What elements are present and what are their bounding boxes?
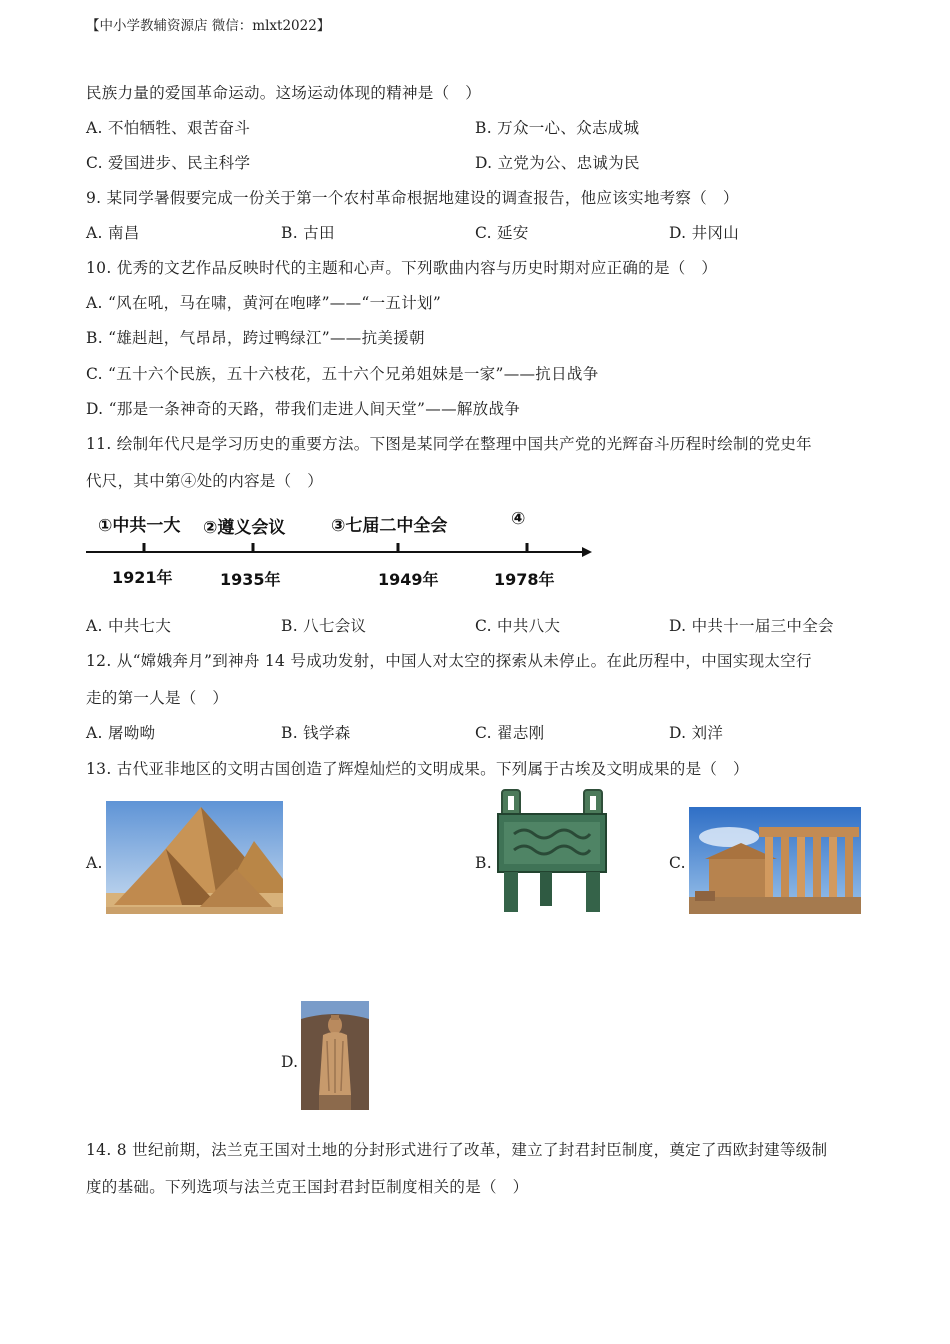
q12-option-b[interactable]: B. 钱学森: [281, 724, 351, 742]
q12-stem-line2: 走的第一人是（ ）: [86, 689, 229, 707]
q8-option-a[interactable]: A. 不怕牺牲、艰苦奋斗: [86, 119, 251, 137]
q12-stem-line1: 12. 从“嫦娥奔月”到神舟 14 号成功发射，中国人对太空的探索从未停止。在此历程中，中国实现太空行: [86, 652, 812, 670]
buddha-statue-image[interactable]: [301, 1001, 369, 1110]
q11-option-b[interactable]: B. 八七会议: [281, 617, 367, 635]
q9-option-c[interactable]: C. 延安: [475, 224, 529, 242]
q8-option-b[interactable]: B. 万众一心、众志成城: [475, 119, 640, 137]
q13-option-b-label[interactable]: B.: [475, 854, 492, 872]
q12-option-d[interactable]: D. 刘洋: [669, 724, 724, 742]
timeline-diagram: [86, 505, 596, 595]
timeline-label-4: ④: [511, 509, 526, 529]
timeline-label-1: ①中共一大: [98, 516, 181, 536]
pyramids-image[interactable]: [106, 801, 283, 914]
q9-option-a[interactable]: A. 南昌: [86, 224, 140, 242]
bronze-ding-image[interactable]: [494, 788, 610, 915]
q10-option-d[interactable]: D. “那是一条神奇的天路，带我们走进人间天堂”——解放战争: [86, 400, 521, 418]
timeline-year-3: 1949年: [378, 570, 439, 589]
q12-option-a[interactable]: A. 屠呦呦: [86, 724, 156, 742]
q10-option-b[interactable]: B. “雄赳赳，气昂昂，跨过鸭绿江”——抗美援朝: [86, 329, 425, 347]
page-header: 【中小学教辅资源店 微信：mlxt2022】: [86, 18, 331, 34]
q9-option-d[interactable]: D. 井冈山: [669, 224, 740, 242]
q12-option-c[interactable]: C. 翟志刚: [475, 724, 545, 742]
q11-option-d[interactable]: D. 中共十一届三中全会: [669, 617, 834, 635]
q11-option-c[interactable]: C. 中共八大: [475, 617, 561, 635]
q10-stem: 10. 优秀的文艺作品反映时代的主题和心声。下列歌曲内容与历史时期对应正确的是（ ）: [86, 259, 718, 277]
timeline-year-4: 1978年: [494, 570, 555, 589]
q11-option-a[interactable]: A. 中共七大: [86, 617, 172, 635]
q10-option-c[interactable]: C. “五十六个民族，五十六枝花，五十六个兄弟姐妹是一家”——抗日战争: [86, 365, 599, 383]
timeline-label-2: ②遵义会议: [203, 518, 286, 538]
q8-option-c[interactable]: C. 爱国进步、民主科学: [86, 154, 251, 172]
timeline-year-2: 1935年: [220, 570, 281, 589]
q14-stem-line2: 度的基础。下列选项与法兰克王国封君封臣制度相关的是（ ）: [86, 1178, 529, 1196]
q9-option-b[interactable]: B. 古田: [281, 224, 335, 242]
timeline-year-1: 1921年: [112, 568, 173, 587]
q13-stem: 13. 古代亚非地区的文明古国创造了辉煌灿烂的文明成果。下列属于古埃及文明成果的是（ ）: [86, 760, 749, 778]
q13-option-c-label[interactable]: C.: [669, 854, 686, 872]
q13-option-d-label[interactable]: D.: [281, 1053, 299, 1071]
q11-stem-line1: 11. 绘制年代尺是学习历史的重要方法。下图是某同学在整理中国共产党的光辉奋斗历程时绘制的党史年: [86, 435, 812, 453]
q11-stem-line2: 代尺，其中第④处的内容是（ ）: [86, 472, 324, 490]
q9-stem: 9. 某同学暑假要完成一份关于第一个农村革命根据地建设的调查报告，他应该实地考察（ ）: [86, 189, 739, 207]
q8-stem-tail: 民族力量的爱国革命运动。这场运动体现的精神是（ ）: [86, 84, 482, 102]
q8-option-d[interactable]: D. 立党为公、忠诚为民: [475, 154, 640, 172]
temple-ruins-image[interactable]: [689, 807, 861, 914]
q10-option-a[interactable]: A. “风在吼，马在啸，黄河在咆哮”——“一五计划”: [86, 294, 442, 312]
timeline-label-3: ③七届二中全会: [331, 516, 448, 536]
q13-option-a-label[interactable]: A.: [86, 854, 103, 872]
q14-stem-line1: 14. 8 世纪前期，法兰克王国对土地的分封形式进行了改革，建立了封君封臣制度，奠定了西欧封建等级制: [86, 1141, 828, 1159]
